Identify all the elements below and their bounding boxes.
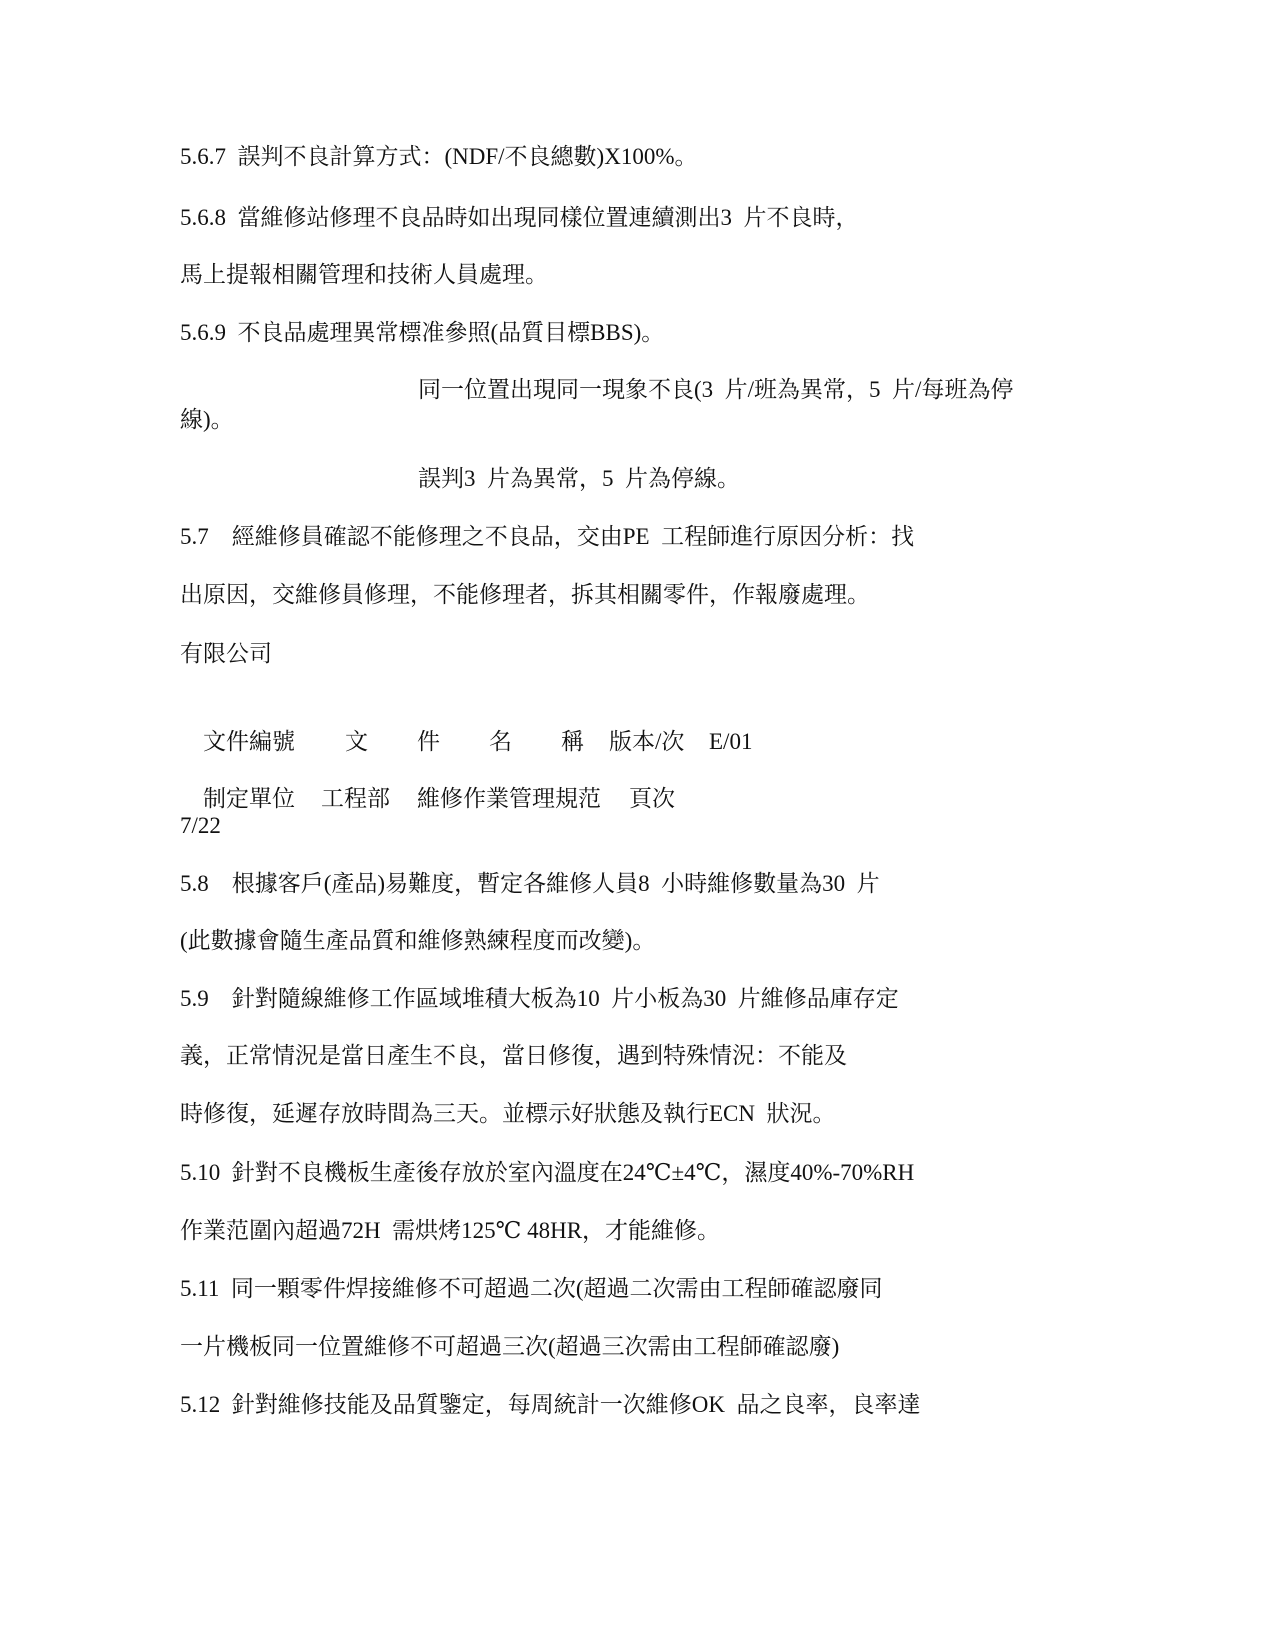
clause-5-7: 5.7 經維修員確認不能修理之不良品，交由PE 工程師進行原因分析：找 bbox=[180, 524, 915, 549]
dept-value: 工程部 bbox=[321, 786, 390, 811]
page-label: 頁次 bbox=[629, 786, 675, 811]
clause-5-12: 5.12 針對維修技能及品質鑒定，每周統計一次維修OK 品之良率，良率達 bbox=[180, 1392, 921, 1417]
clause-5-8-cont: (此數據會隨生產品質和維修熟練程度而改變)。 bbox=[180, 928, 656, 953]
doc-name-label-3: 名 bbox=[489, 729, 512, 754]
clause-5-6-9: 5.6.9 不良品處理異常標准參照(品質目標BBS)。 bbox=[180, 320, 665, 345]
clause-5-6-8-cont: 馬上提報相關管理和技術人員處理。 bbox=[180, 262, 548, 287]
clause-5-11: 5.11 同一顆零件焊接維修不可超過二次(超過二次需由工程師確認廢同 bbox=[180, 1276, 883, 1301]
doc-number-label: 文件編號 bbox=[203, 729, 295, 754]
clause-5-8: 5.8 根據客戶(產品)易難度，暫定各維修人員8 小時維修數量為30 片 bbox=[180, 871, 880, 896]
company-name: 有限公司 bbox=[180, 641, 272, 666]
clause-5-6-9-rule-2: 誤判3 片為異常，5 片為停線。 bbox=[418, 466, 740, 491]
version-value: E/01 bbox=[709, 729, 753, 754]
version-label: 版本/次 bbox=[609, 729, 685, 754]
clause-5-6-9-rule-1: 同一位置出現同一現象不良(3 片/班為異常，5 片/每班為停 bbox=[418, 377, 1014, 402]
doc-name-label-1: 文 bbox=[345, 729, 368, 754]
header-row-2 bbox=[180, 754, 675, 844]
page-number: 7/22 bbox=[180, 813, 221, 838]
clause-5-6-9-rule-1-cont: 線)。 bbox=[180, 407, 234, 432]
clause-5-9-cont-2: 時修復，延遲存放時間為三天。並標示好狀態及執行ECN 狀況。 bbox=[180, 1101, 836, 1126]
clause-5-7-cont: 出原因，交維修員修理，不能修理者，拆其相關零件，作報廢處理。 bbox=[180, 582, 870, 607]
doc-name-label-2: 件 bbox=[417, 729, 440, 754]
clause-5-10: 5.10 針對不良機板生產後存放於室內溫度在24℃±4℃，濕度40%-70%RH bbox=[180, 1160, 915, 1185]
dept-label: 制定單位 bbox=[203, 786, 295, 811]
clause-5-6-7: 5.6.7 誤判不良計算方式：(NDF/不良總數)X100%。 bbox=[180, 144, 698, 169]
doc-name-label-4: 稱 bbox=[561, 729, 584, 754]
doc-title: 維修作業管理規范 bbox=[417, 786, 601, 811]
clause-5-6-8: 5.6.8 當維修站修理不良品時如出現同樣位置連續測出3 片不良時， bbox=[180, 205, 859, 230]
clause-5-11-cont: 一片機板同一位置維修不可超過三次(超過三次需由工程師確認廢) bbox=[180, 1334, 840, 1359]
clause-5-9: 5.9 針對隨線維修工作區域堆積大板為10 片小板為30 片維修品庫存定 bbox=[180, 986, 899, 1011]
clause-5-9-cont-1: 義，正常情況是當日產生不良，當日修復，遇到特殊情況：不能及 bbox=[180, 1043, 847, 1068]
clause-5-10-cont: 作業范圍內超過72H 需烘烤125℃ 48HR，才能維修。 bbox=[180, 1218, 721, 1243]
